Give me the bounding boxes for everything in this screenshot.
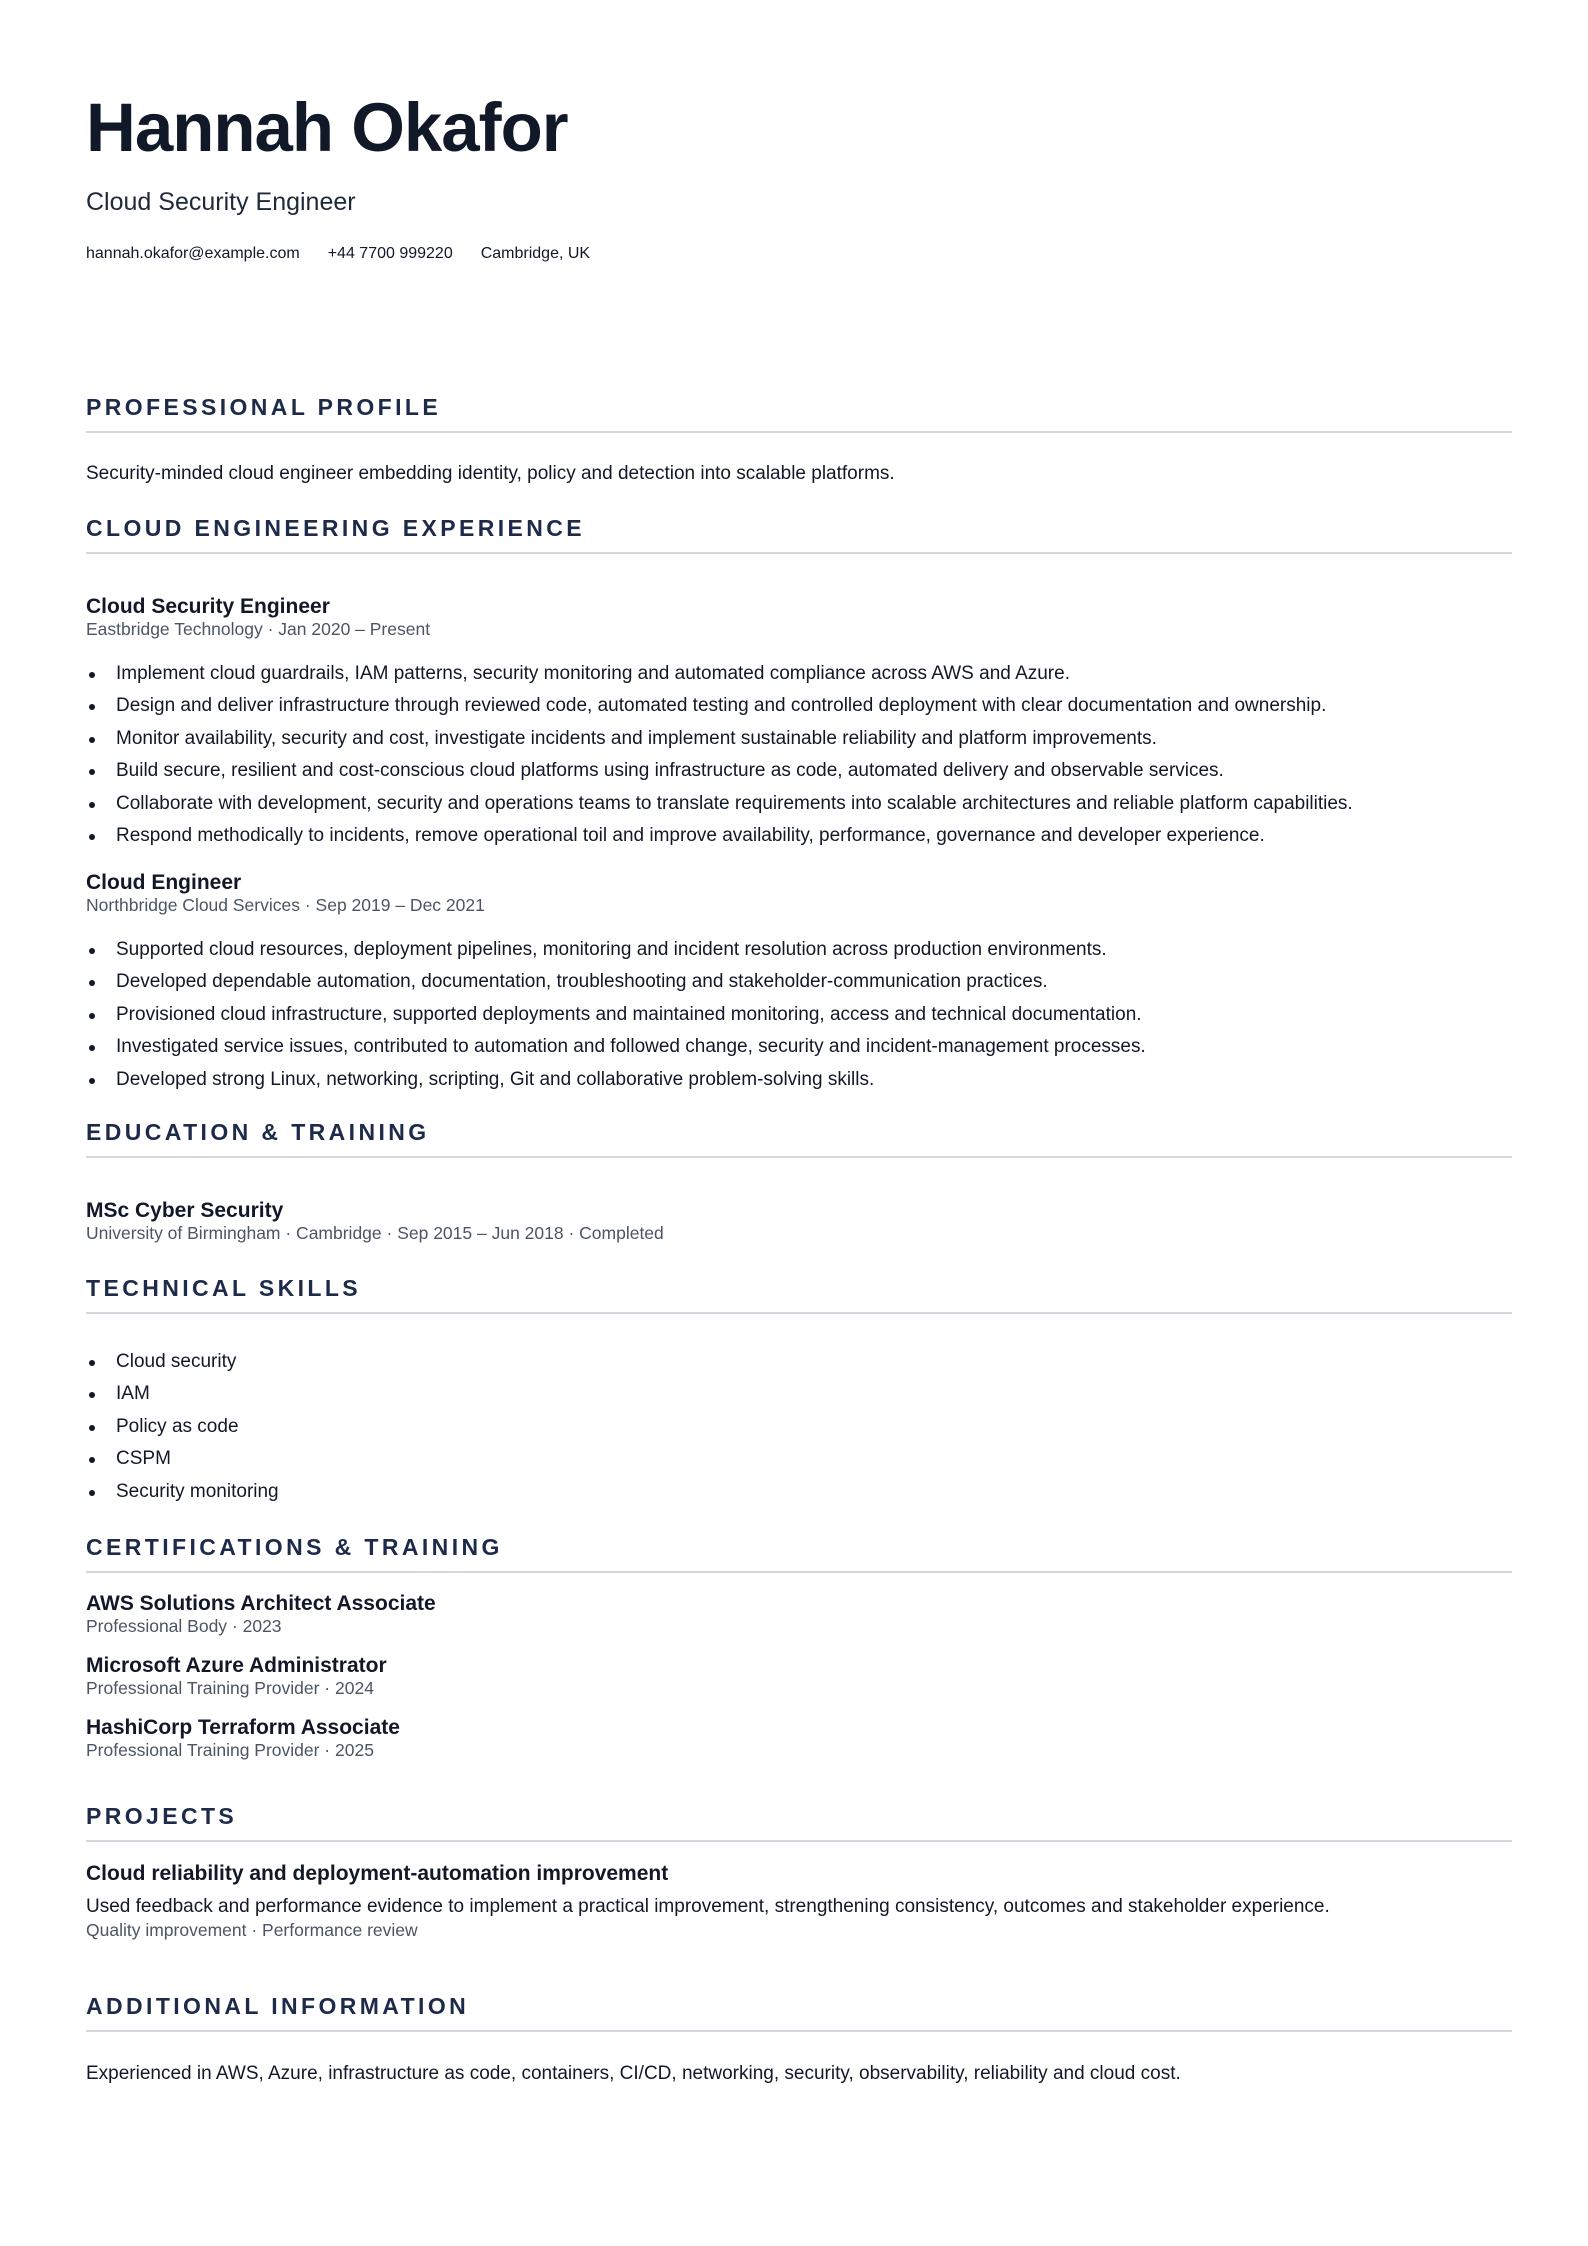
job-bullet: Monitor availability, security and cost, investigate incidents and implement sustainable reliability and platform improvements. bbox=[86, 723, 1353, 755]
job-bullet: Design and deliver infrastructure through reviewed code, automated testing and controlled deployment with clear documentation and ownership. bbox=[86, 690, 1353, 722]
section-divider bbox=[86, 1571, 1512, 1573]
project-meta: Quality improvement · Performance review bbox=[86, 1920, 418, 1940]
job-meta: Northbridge Cloud Services · Sep 2019 – Dec 2021 bbox=[86, 895, 485, 915]
job-bullets bbox=[86, 934, 1146, 1096]
job-bullet: Supported cloud resources, deployment pipelines, monitoring and incident resolution across production environments. bbox=[86, 934, 1146, 966]
certification-meta: Professional Training Provider · 2025 bbox=[86, 1740, 374, 1760]
certification-meta: Professional Training Provider · 2024 bbox=[86, 1678, 374, 1698]
job-bullet: Developed strong Linux, networking, scripting, Git and collaborative problem-solving skills. bbox=[86, 1064, 1146, 1096]
section-divider bbox=[86, 431, 1512, 433]
contact-phone[interactable]: +44 7700 999220 bbox=[327, 245, 453, 262]
section-divider bbox=[86, 1840, 1512, 1842]
job-bullets bbox=[86, 658, 1353, 852]
certification-meta: Professional Body · 2023 bbox=[86, 1616, 282, 1636]
skill-item: Cloud security bbox=[86, 1346, 279, 1378]
section-divider bbox=[86, 1156, 1512, 1158]
contact-email[interactable]: hannah.okafor@example.com bbox=[86, 245, 300, 262]
certification-title: AWS Solutions Architect Associate bbox=[86, 1592, 436, 1615]
section-title-experience: CLOUD ENGINEERING EXPERIENCE bbox=[86, 515, 586, 541]
job-bullet: Respond methodically to incidents, remove operational toil and improve availability, performance, governance and developer experience. bbox=[86, 820, 1353, 852]
job-bullet: Provisioned cloud infrastructure, supported deployments and maintained monitoring, access and technical documentation. bbox=[86, 999, 1146, 1031]
skill-item: Security monitoring bbox=[86, 1476, 279, 1508]
section-title-additional: ADDITIONAL INFORMATION bbox=[86, 1993, 470, 2019]
certification-title: HashiCorp Terraform Associate bbox=[86, 1716, 400, 1739]
job-bullet: Implement cloud guardrails, IAM patterns, security monitoring and automated compliance across AWS and Azure. bbox=[86, 658, 1353, 690]
project-title: Cloud reliability and deployment-automation improvement bbox=[86, 1862, 669, 1885]
certification-title: Microsoft Azure Administrator bbox=[86, 1654, 387, 1677]
education-title: MSc Cyber Security bbox=[86, 1199, 284, 1222]
contact-line bbox=[86, 246, 590, 262]
skill-item: CSPM bbox=[86, 1443, 279, 1475]
job-bullet: Collaborate with development, security and operations teams to translate requirements into scalable architectures and reliable platform capabilities. bbox=[86, 788, 1353, 820]
job-title: Cloud Security Engineer bbox=[86, 595, 330, 618]
section-divider bbox=[86, 1312, 1512, 1314]
job-bullet: Investigated service issues, contributed to automation and followed change, security and incident-management processes. bbox=[86, 1031, 1146, 1063]
skill-item: IAM bbox=[86, 1378, 279, 1410]
section-divider bbox=[86, 552, 1512, 554]
profile-summary: Security-minded cloud engineer embedding identity, policy and detection into scalable platforms. bbox=[86, 463, 895, 484]
section-title-certifications: CERTIFICATIONS & TRAINING bbox=[86, 1534, 503, 1560]
skill-item: Policy as code bbox=[86, 1411, 279, 1443]
job-meta: Eastbridge Technology · Jan 2020 – Present bbox=[86, 619, 431, 639]
candidate-name: Hannah Okafor bbox=[86, 89, 568, 166]
section-divider bbox=[86, 2030, 1512, 2032]
candidate-role: Cloud Security Engineer bbox=[86, 188, 356, 216]
additional-text: Experienced in AWS, Azure, infrastructure as code, containers, CI/CD, networking, security, observability, reliability and cloud cost. bbox=[86, 2063, 1181, 2084]
section-title-profile: PROFESSIONAL PROFILE bbox=[86, 394, 442, 420]
skills-list bbox=[86, 1346, 279, 1508]
project-description: Used feedback and performance evidence to implement a practical improvement, strengthening consistency, outcomes and stakeholder experience. bbox=[86, 1896, 1330, 1917]
job-bullet: Developed dependable automation, documentation, troubleshooting and stakeholder-communication practices. bbox=[86, 966, 1146, 998]
education-meta: University of Birmingham · Cambridge · Sep 2015 – Jun 2018 · Completed bbox=[86, 1223, 664, 1243]
section-title-skills: TECHNICAL SKILLS bbox=[86, 1275, 362, 1301]
job-bullet: Build secure, resilient and cost-conscious cloud platforms using infrastructure as code, automated delivery and observable services. bbox=[86, 755, 1353, 787]
contact-location: Cambridge, UK bbox=[480, 245, 591, 262]
job-title: Cloud Engineer bbox=[86, 871, 242, 894]
section-title-projects: PROJECTS bbox=[86, 1803, 238, 1829]
section-title-education: EDUCATION & TRAINING bbox=[86, 1119, 430, 1145]
